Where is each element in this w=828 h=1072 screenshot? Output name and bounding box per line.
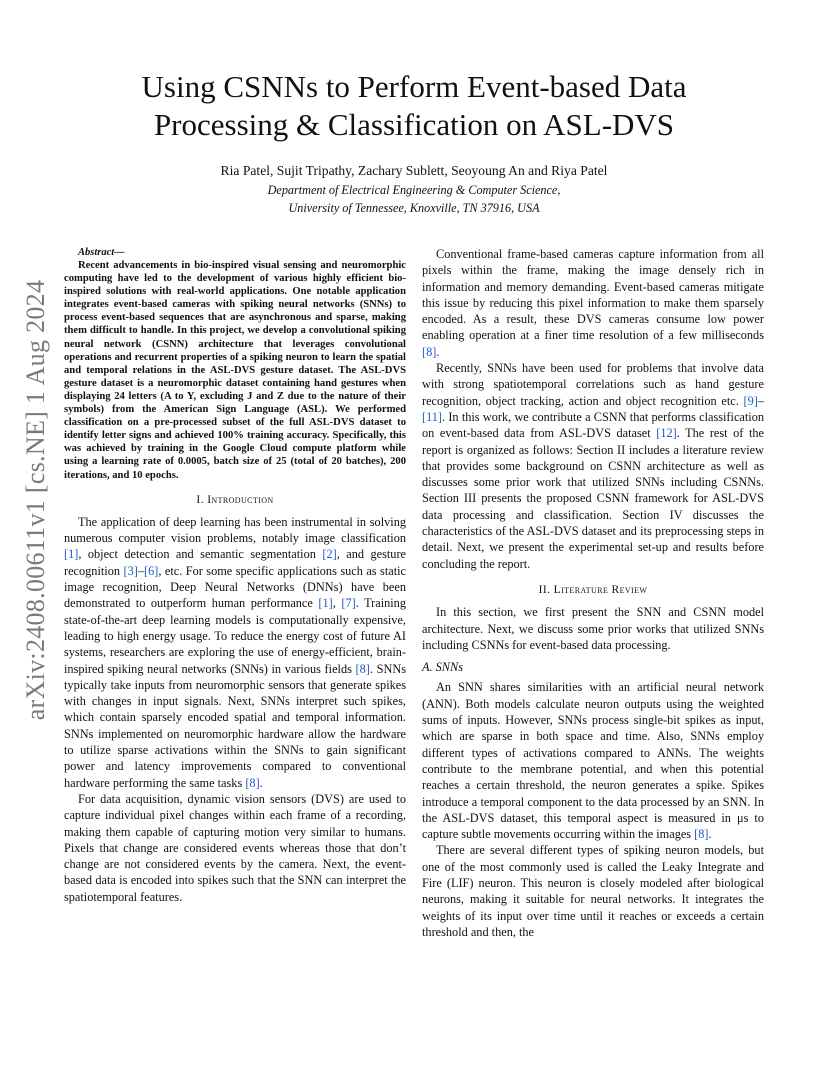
section-title: Literature Review	[553, 583, 648, 596]
section-title: Introduction	[207, 493, 274, 506]
paragraph-text: . The rest of the report is organized as follows: Section II includes a literature review that provides some background on CSNN architecture as well as discusses some prior work that utilized SNNs including CSNNs. Section III presents the proposed CSNN framework for ASL-DVS data processing and classification. Section IV discusses the characteristics of the ASL-DVS dataset and its preprocessing steps in detail. Next, we present the experimental set-up and results before concluding the report.	[422, 426, 764, 571]
subsection-heading-snns: A. SNNs	[422, 660, 463, 675]
paragraph-text: For data acquisition, dynamic vision sensors (DVS) are used to capture individual pixel changes within each frame of a recording, making them capable of capturing motion very similar to humans. Pixels that change are considered events whereas those that don’t change are not considered events by the camera. Next, the event-based data is encoded into spikes such that the SNN can interpret the spatiotemporal features.	[64, 791, 406, 904]
paragraph-text: , object detection and semantic segmentation	[78, 547, 323, 562]
paragraph-text: –	[757, 393, 764, 408]
paragraph-text: In this section, we first present the SNN and CSNN model architecture. Next, we discuss some prior works that utilized SNNs including CSNNs for event-based data processing.	[422, 605, 764, 652]
affiliation	[60, 181, 768, 217]
affiliation-line-1: Department of Electrical Engineering & Computer Science,	[267, 183, 561, 197]
section-heading-literature-review	[422, 582, 764, 598]
abstract-label: Abstract—	[78, 247, 125, 258]
paragraph-text: –	[137, 563, 144, 578]
citation-link[interactable]: [6]	[143, 563, 159, 578]
section-number: II.	[538, 583, 554, 596]
paragraph-text: The application of deep learning has been instrumental in solving numerous computer vision problems, notably image classification	[64, 514, 406, 546]
paragraph-text: An SNN shares similarities with an artificial neural network (ANN). Both models calculate neuron outputs using the weighted sums of inputs. However, SNNs process single-bit spikes as input, which are sparse in both space and time. Also, SNNs employ different types of activations compared to ANNs. The weights contribute to the membrane potential, and when this potential reaches a certain threshold, the neuron generates a spike. Spikes introduce a temporal component to the data processed by an SNN. In the ASL-DVS dataset, this temporal aspect is measured in μs to capture subtle movements occurring within the images	[422, 680, 764, 842]
paragraph-text: . In this work, we contribute a CSNN that performs classification on event-based data from ASL-DVS dataset	[422, 409, 764, 441]
paragraph-text: .	[708, 827, 712, 842]
arxiv-watermark	[6, 180, 66, 820]
paragraph-text: .	[259, 775, 263, 790]
citation-link[interactable]: [8]	[355, 661, 370, 676]
paragraph-text: , etc. For some specific applications such as static image recognition, Deep Neural Networks (DNNs) have been demonstrated to outperform human performance	[64, 563, 406, 611]
paragraph-text: Conventional frame-based cameras capture information from all pixels within the frame, making the image densely rich in information and memory demanding. Event-based cameras mitigate this issue by reducing this pixel information to make them sparsely encoded. As a result, these DVS cameras consume low power enabling operation at a finer time resolution of a few milliseconds	[422, 247, 764, 343]
authors: Ria Patel, Sujit Tripathy, Zachary Sublett, Seoyoung An and Riya Patel	[220, 163, 608, 178]
paragraph-text: . SNNs typically take inputs from neuromorphic sensors that generate spikes with changes in input signals. Next, SNNs interpret such spikes, which contain sparsely encoded spatial and temporal information. SNNs implemented on neuromorphic hardware allow the hardware to utilize sparse activations within the SNNs to gain significant power and latency improvements compared to conventional hardware performing the same tasks	[64, 661, 406, 790]
paragraph-text: There are several different types of spiking neuron models, but one of the most commonly used is called the Leaky Integrate and Fire (LIF) neuron. This neuron is closely modeled after biological neurons, making it suitable for neural networks. It integrates the weights of its input over time until it reaches or exceeds a certain threshold and then, the	[422, 843, 764, 939]
left-column	[64, 246, 406, 905]
paper-title	[60, 68, 768, 144]
citation-link[interactable]: [1]	[318, 596, 333, 611]
intro-paragraph-2	[64, 791, 406, 905]
snn-paragraph-2	[422, 842, 764, 940]
citation-link[interactable]: [1]	[64, 547, 79, 562]
lit-paragraph-1	[422, 604, 764, 653]
section-number: I.	[196, 493, 208, 506]
intro-paragraph-3	[422, 246, 764, 360]
paragraph-text: , and gesture recognition	[64, 547, 406, 578]
citation-link[interactable]: [7]	[341, 596, 356, 611]
citation-link[interactable]: [8]	[694, 827, 709, 842]
citation-link[interactable]: [8]	[245, 775, 260, 790]
affiliation-line-2: University of Tennessee, Knoxville, TN 37916, USA	[288, 201, 540, 215]
citation-link[interactable]: [9]	[743, 393, 758, 408]
arxiv-id: arXiv:2408.00611v1 [cs.NE] 1 Aug 2024	[21, 279, 50, 721]
citation-link[interactable]: [2]	[322, 547, 337, 562]
paragraph-text: . Training state-of-the-art deep learning models is computationally expensive, leading to high energy usage. To reduce the energy cost of future AI systems, researchers are exploring the use of energy-efficient, brain-inspired spiking neural networks (SNNs) in various fields	[64, 596, 406, 676]
citation-link[interactable]: [3]	[123, 563, 138, 578]
citation-link[interactable]: [12]	[656, 426, 677, 441]
intro-paragraph-1	[64, 514, 406, 791]
citation-link[interactable]: [8]	[422, 344, 437, 359]
title-line-2: Processing & Classification on ASL-DVS	[153, 107, 675, 142]
intro-paragraph-4	[422, 360, 764, 572]
right-column	[422, 246, 764, 940]
section-heading-introduction	[64, 492, 406, 508]
paragraph-text: ,	[332, 596, 342, 611]
citation-link[interactable]: [11]	[422, 409, 443, 424]
snn-paragraph-1	[422, 679, 764, 842]
paragraph-text: Recently, SNNs have been used for problems that involve data with strong spatiotemporal correlations such as hand gesture recognition, object tracking, action and object recognition etc.	[422, 361, 764, 408]
title-line-1: Using CSNNs to Perform Event-based Data	[141, 69, 687, 104]
abstract-body: Recent advancements in bio-inspired visual sensing and neuromorphic computing have led to the development of various highly efficient bio-inspired solutions with real-world applications. One notable application integrates event-based cameras with spiking neural networks (SNNs) to process event-based sequences that are asynchronous and sparse, making them difficult to handle. In this project, we develop a convolutional spiking neural network (CSNN) architecture that leverages convolutional operations and recurrent properties of a spiking neuron to learn the spatial and temporal relations in the ASL-DVS gesture dataset. The ASL-DVS gesture dataset is a neuromorphic dataset containing hand gestures when displaying 24 letters (A to Y, excluding J and Z due to the nature of their symbols) from the American Sign Language (ASL). We performed classification on a pre-processed subset of the full ASL-DVS dataset to identify letter signs and achieved 100% training accuracy. Specifically, this was achieved by training in the Google Cloud compute platform while using a learning rate of 0.0005, batch size of 25 (total of 20 batches), 200 iterations, and 10 epochs.	[64, 260, 406, 481]
paragraph-text: .	[436, 344, 440, 359]
